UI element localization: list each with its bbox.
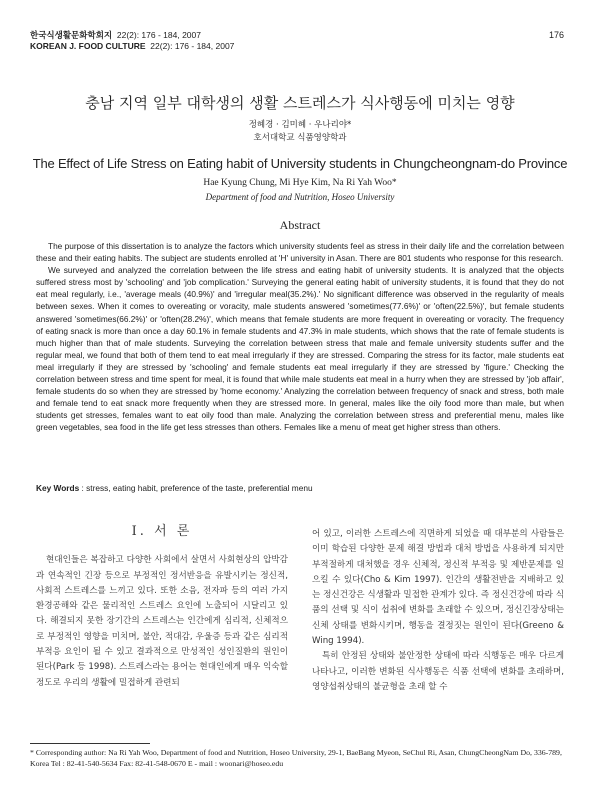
- abstract-body: [36, 240, 564, 434]
- keywords-text: : stress, eating habit, preference of the taste, preferential menu: [81, 483, 313, 493]
- abstract-heading: Abstract: [279, 218, 321, 232]
- section-heading: Ⅰ. 서 론: [131, 524, 193, 539]
- body-paragraph: 특히 안정된 상태와 불안정한 상태에 따라 식행동은 매우 다르게 나타나고, 이러한 변화된 식사행동은 식품 선택에 변화를 초래하며, 영양섭취상태의 불균형을 초래 할 수: [312, 651, 564, 692]
- journal-name-en: KOREAN J. FOOD CULTURE: [30, 41, 146, 51]
- korean-title: 충남 지역 일부 대학생의 생활 스트레스가 식사행동에 미치는 영향: [85, 94, 515, 112]
- abstract-paragraph: The purpose of this dissertation is to analyze the factors which university students feel as stress in their daily life and the correlation between these and their eating habits. The subject are students enrolled at 'H' university in Asan. There are 801 students who response for this research.: [36, 241, 564, 264]
- korean-affiliation: 호서대학교 식품영양학과: [253, 133, 347, 143]
- abstract-paragraph: We surveyed and analyzed the correlation between the life stress and eating habit of university students. It is analyzed that the objects suffered stress most by 'schooling' and 'job complication.' Surveying the general eating habit of university students, it is found that they do not eat meal regularly, i.e., 'average meals (40.9%)' and 'irregular meal(35.2%).' No significant difference was observed in the regularity of meals between sexes. When it comes to overeating or voracity, male students answered 'sometimes(77.6%)' or 'often(22.5%)', but female students answered 'sometimes(66.2%)' or 'often(28.2%)', which means that female students are more frequent in overeating or voracity. The frequency of eating snack is more than once a day 60.1% in female students and 47.3% in male students, which shows that the rate of female students is much higher than that of male students. Surveying the correlation between stress that male and female university students suffer and the regular meal, we found that both of them tend to eat meal irregularly if they are stressed. Comparing the stress for its factor, male students eat meal irregularly if they are stressed by 'schooling' and female students eat meal irregularly if they are stressed by 'figure.' Checking the correlation between stress and time spent for meal, it is found that while male students eat meal in a hurry when they are stressed by 'job affair', female students do so when they are stressed by 'home economy.' Analyzing the correlation between frequency of snack and stress, both male and female tend to eat snack more frequently when they are stressed more. In general, males like the oily food more than male, but when students get stresses, females want to eat oily food than male. Analyzing the correlation between stress and preferential menu, males like green vegetables, sea food in the life get less stresses than others. Females like a menu of meat get higher stress than others.: [36, 265, 564, 433]
- korean-authors: 정혜경 · 김미혜 · 우나리야*: [248, 120, 352, 130]
- body-paragraph: 어 있고, 이러한 스트레스에 직면하게 되었을 때 대부분의 사람들은 이미 학습된 다양한 문제 해결 방법과 대처 방법을 사용하게 되지만 부적절하게 대처했을 경우 신체적, 정신적 부적응 및 제반문제를 일으킬 수 있다(Cho & Kim 1997). 인간의 생활전반을 지배하고 있는 정신건강은 식생활과 밀접한 관계가 있다. 즉 정신건강에 따라 식품의 선택 및 식이 섭취에 변화를 초래할 수 있으며, 정신긴장상태는 신체 상태를 변화시키며, 행동을 결정짓는 원인이 된다(Greeno & Wing 1994).: [312, 529, 564, 647]
- body-paragraph: 현대인들은 복잡하고 다양한 사회에서 살면서 사회현상의 압박감과 연속적인 긴장 등으로 부정적인 정서반응을 유발시키는 정신적, 사회적 스트레스를 느끼고 있다. 또한 소음, 전자파 등의 여러 가지 환경공해와 같은 물리적인 스트레스 요인에 노출되어 시달리고 있다. 해결되지 못한 장기간의 스트레스는 인간에게 심리적, 신체적으로 부정적인 영향을 미치며, 불안, 적대감, 우울증 등과 같은 심리적 부적응 요인이 될 수 있고 결과적으로 만성적인 성인질환의 원인이 된다(Park 등 1998). 스트레스라는 용어는 현대인에게 매우 익숙할 정도로 우리의 생활에 밀접하게 관련되: [36, 555, 288, 688]
- english-authors: Hae Kyung Chung, Mi Hye Kim, Na Ri Yah Woo*: [203, 178, 397, 188]
- citation-ko: 22(2): 176 - 184, 2007: [116, 30, 201, 40]
- journal-header: [30, 30, 234, 52]
- citation-en: 22(2): 176 - 184, 2007: [150, 41, 235, 51]
- journal-name-ko: 한국식생활문화학회지: [30, 30, 113, 40]
- left-column: [36, 502, 288, 691]
- footnote: * Corresponding author: Na Ri Yah Woo, Department of food and Nutrition, Hoseo University, 29-1, BaeBang Myeon, SeChul Ri, Asan, ChungCheongNam Do, 336-789, Korea Tel : 82-41-540-5634 Fax: 82-41-548-0670 E - mail : woonari@hoseo.edu: [30, 748, 562, 768]
- footnote-divider: [30, 743, 150, 744]
- page-number: 176: [548, 30, 564, 40]
- keywords-label: Key Words: [36, 483, 80, 493]
- keywords: [36, 483, 564, 493]
- english-title: The Effect of Life Stress on Eating habit of University students in Chungcheongnam-do Province: [32, 156, 568, 171]
- right-column: [312, 527, 564, 695]
- english-affiliation: Department of food and Nutrition, Hoseo University: [205, 192, 395, 202]
